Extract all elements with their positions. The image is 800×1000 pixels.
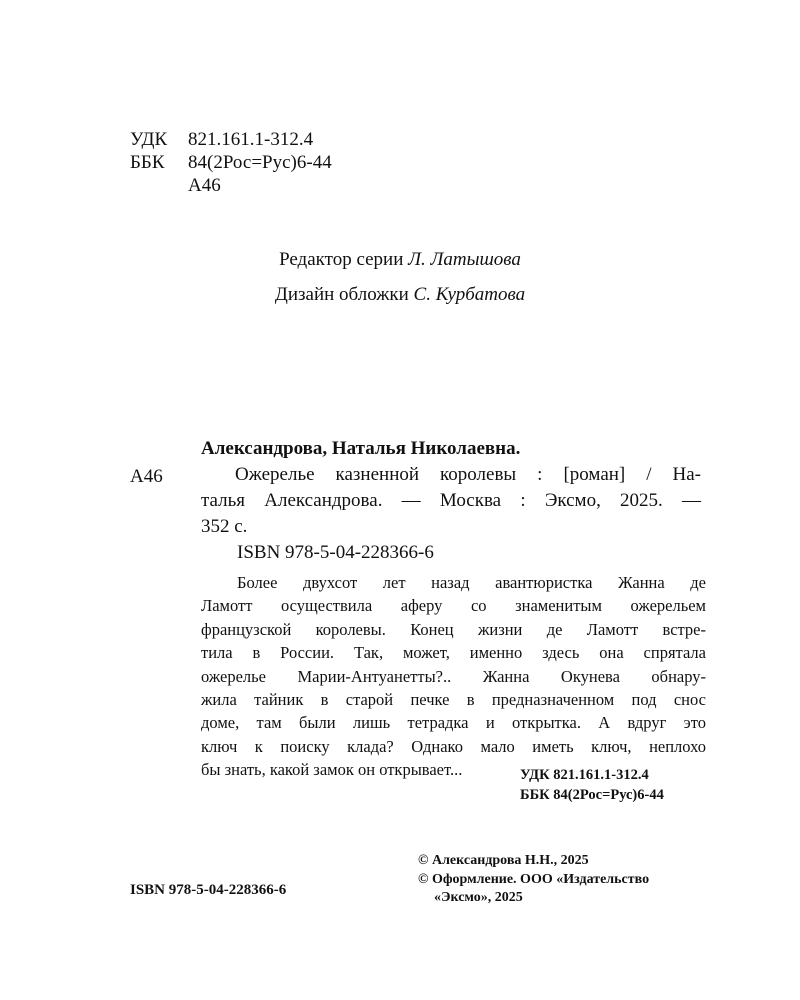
annotation-line: Более двухсот лет назад авантюристка Жанна де	[237, 573, 706, 592]
udk-label: УДК	[130, 129, 168, 150]
author-mark: А46	[188, 175, 221, 196]
copyright-block	[418, 852, 649, 908]
series-editor-line	[0, 249, 800, 271]
bbk-row	[130, 151, 332, 174]
annotation-line: тила в России. Так, может, именно здесь она спрятала	[201, 643, 706, 663]
annotation-line: Ламотт осуществила аферу со знаменитым ожерельем	[201, 596, 706, 616]
small-bbk: ББК 84(2Рос=Рус)6-44	[520, 787, 664, 803]
annotation-line: ключ к поиску клада? Однако мало иметь ключ, неплохо	[201, 736, 706, 756]
udk-row	[130, 128, 332, 151]
annotation-line: бы знать, какой замок он открывает...	[201, 760, 463, 780]
annotation-line: жила тайник в старой печке в предназначенном под снос	[201, 690, 706, 710]
annotation-line: ожерелье Марии-Антуанетты?.. Жанна Окунева обнару-	[201, 666, 706, 686]
bibliographic-description	[201, 462, 701, 540]
small-udk: УДК 821.161.1-312.4	[520, 767, 649, 783]
annotation	[201, 571, 706, 782]
bbk-value: 84(2Рос=Рус)6-44	[188, 152, 332, 173]
annotation-line: доме, там были лишь тетрадка и открытка. А вдруг это	[201, 713, 706, 733]
copyright-line: © Александрова Н.Н., 2025	[418, 853, 589, 868]
bibliographic-index: А46	[130, 466, 163, 487]
series-editor-label: Редактор серии	[279, 249, 404, 270]
classification-block	[130, 128, 332, 197]
cover-design-line	[0, 284, 800, 306]
udk-value: 821.161.1-312.4	[188, 129, 314, 150]
author-heading: Александрова, Наталья Николаевна.	[201, 438, 521, 459]
copyright-line: © Оформление. ООО «Издательство	[418, 871, 650, 887]
description-line: талья Александрова. — Москва : Эксмо, 2025. —	[201, 490, 701, 511]
cover-design-name: С. Курбатова	[413, 284, 526, 305]
annotation-line: французской королевы. Конец жизни де Ламотт встре-	[201, 619, 706, 639]
cover-design-label: Дизайн обложки	[274, 284, 409, 305]
isbn-footer: ISBN 978-5-04-228366-6	[130, 882, 287, 898]
copyright-line: «Эксмо», 2025	[434, 890, 523, 905]
bbk-label: ББК	[130, 152, 165, 173]
description-line: 352 с.	[201, 516, 248, 537]
author-mark-row	[130, 174, 332, 197]
description-line: Ожерелье казненной королевы : [роман] / На-	[235, 464, 701, 485]
small-classification-block	[520, 765, 664, 805]
series-editor-name: Л. Латышова	[408, 249, 521, 270]
isbn-main: ISBN 978-5-04-228366-6	[237, 542, 434, 563]
